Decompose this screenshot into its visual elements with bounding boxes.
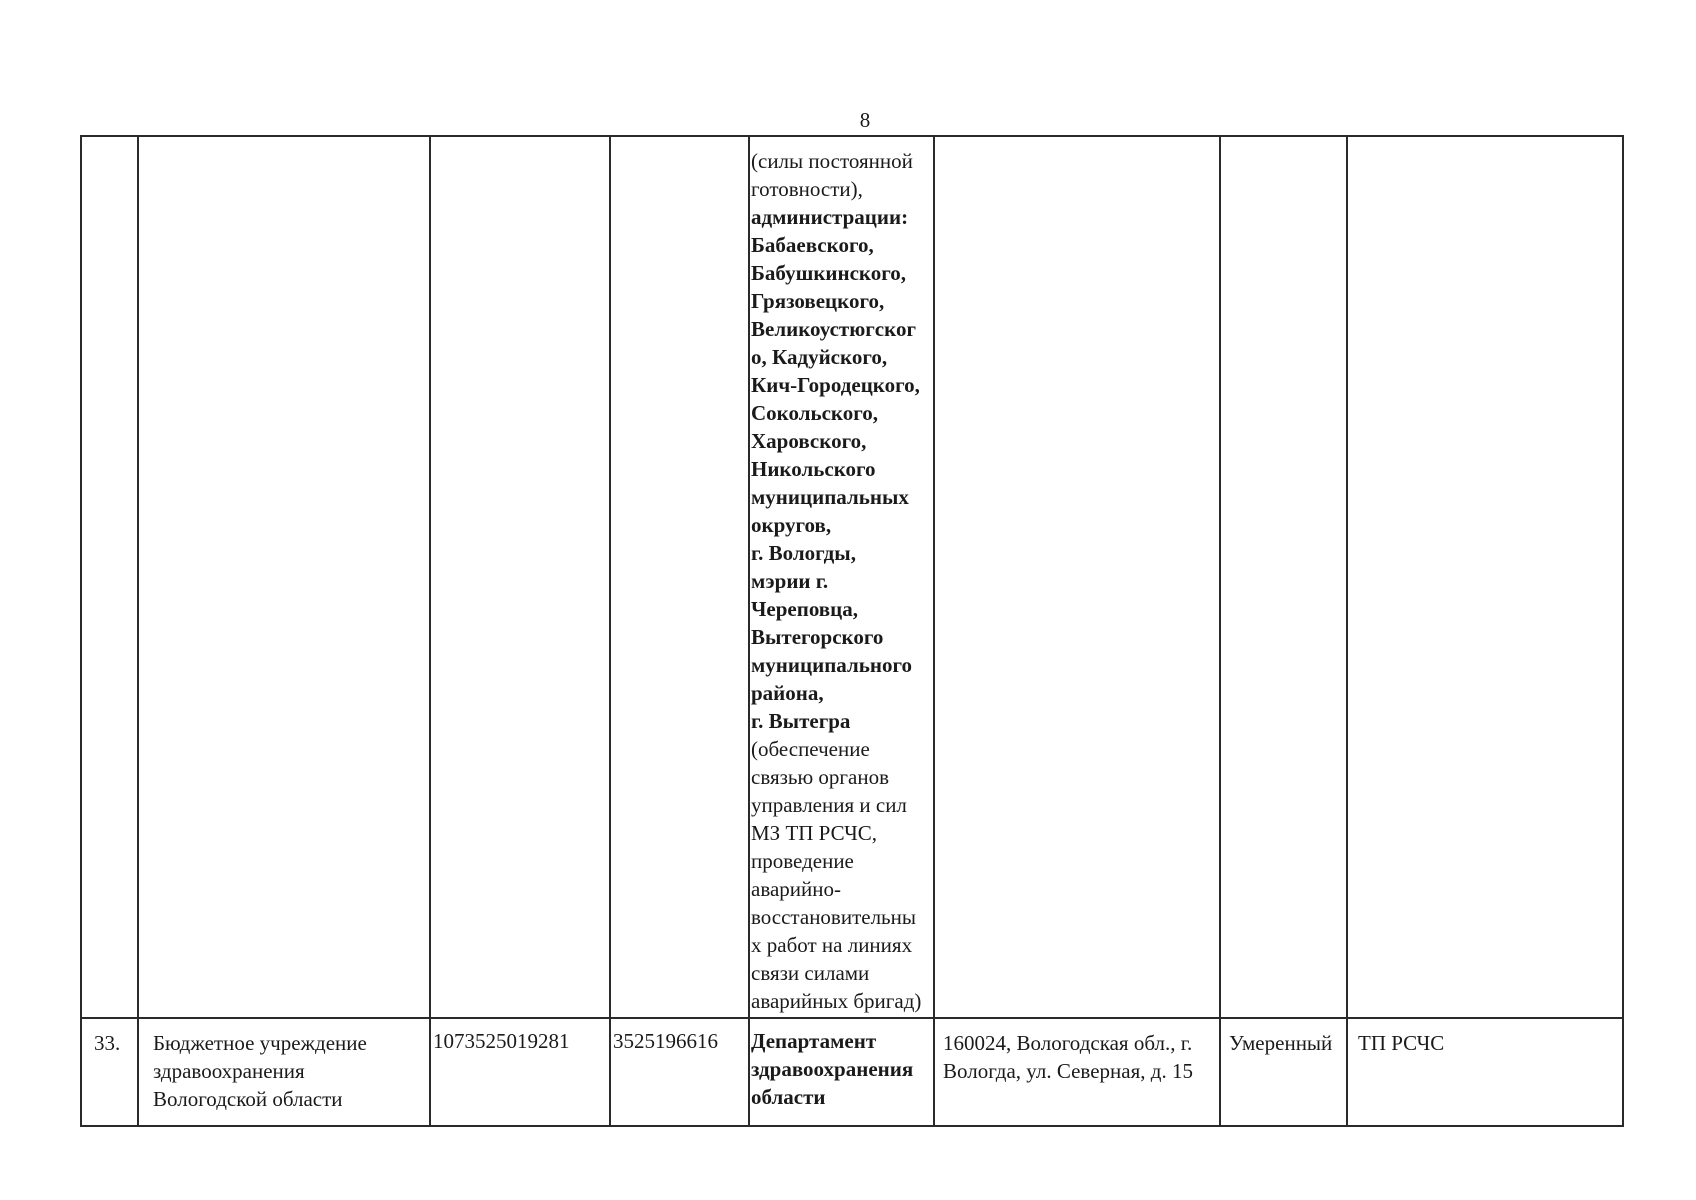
- coordinating-body-cell: [749, 1018, 934, 1126]
- level-cell: [1220, 136, 1347, 1018]
- inn: 3525196616: [613, 1029, 718, 1053]
- coordinating-body-cell: [749, 136, 934, 1018]
- organization-name-cell: [138, 136, 430, 1018]
- address: 160024, Вологодская обл., г. Вологда, ул. Северная, д. 15: [943, 1031, 1193, 1083]
- body-text-fragment-bold: администрации: Бабаевского, Бабушкинского, Грязовецкого, Великоустюгског о, Кадуйского, Кич-Городецкого, Сокольского, Харовского, Никольского муниципальных округов, г. Вологды, мэрии г. Череповца, Вытегорского муниципального района, г. Вытегра: [751, 205, 920, 733]
- address-cell: [934, 136, 1220, 1018]
- table-row: [81, 1018, 1623, 1126]
- ogrn-cell: [430, 1018, 610, 1126]
- organization-name-cell: [138, 1018, 430, 1126]
- ogrn-cell: [430, 136, 610, 1018]
- registry-table: [80, 135, 1624, 1127]
- system-cell: [1347, 1018, 1623, 1126]
- address-cell: [934, 1018, 1220, 1126]
- system-cell: [1347, 136, 1623, 1018]
- row-number-cell: [81, 136, 138, 1018]
- body-text-fragment-bold: Департамент здравоохранения области: [751, 1029, 914, 1109]
- inn-cell: [610, 1018, 749, 1126]
- level-cell: [1220, 1018, 1347, 1126]
- body-text-fragment: (силы постоянной готовности),: [751, 149, 913, 201]
- organization-name: Бюджетное учреждение здравоохранения Вологодской области: [153, 1031, 367, 1111]
- system: ТП РСЧС: [1358, 1031, 1445, 1055]
- level: Умеренный: [1229, 1031, 1333, 1055]
- ogrn: 1073525019281: [433, 1029, 570, 1053]
- inn-cell: [610, 136, 749, 1018]
- body-text-fragment: (обеспечение связью органов управления и сил МЗ ТП РСЧС, проведение аварийно- восстановительны х работ на линиях связи силами аварийных бригад): [751, 737, 922, 1013]
- row-number: 33.: [94, 1031, 121, 1055]
- table-row-continuation: [81, 136, 1623, 1018]
- page-number: 8: [859, 108, 871, 132]
- row-number-cell: [81, 1018, 138, 1126]
